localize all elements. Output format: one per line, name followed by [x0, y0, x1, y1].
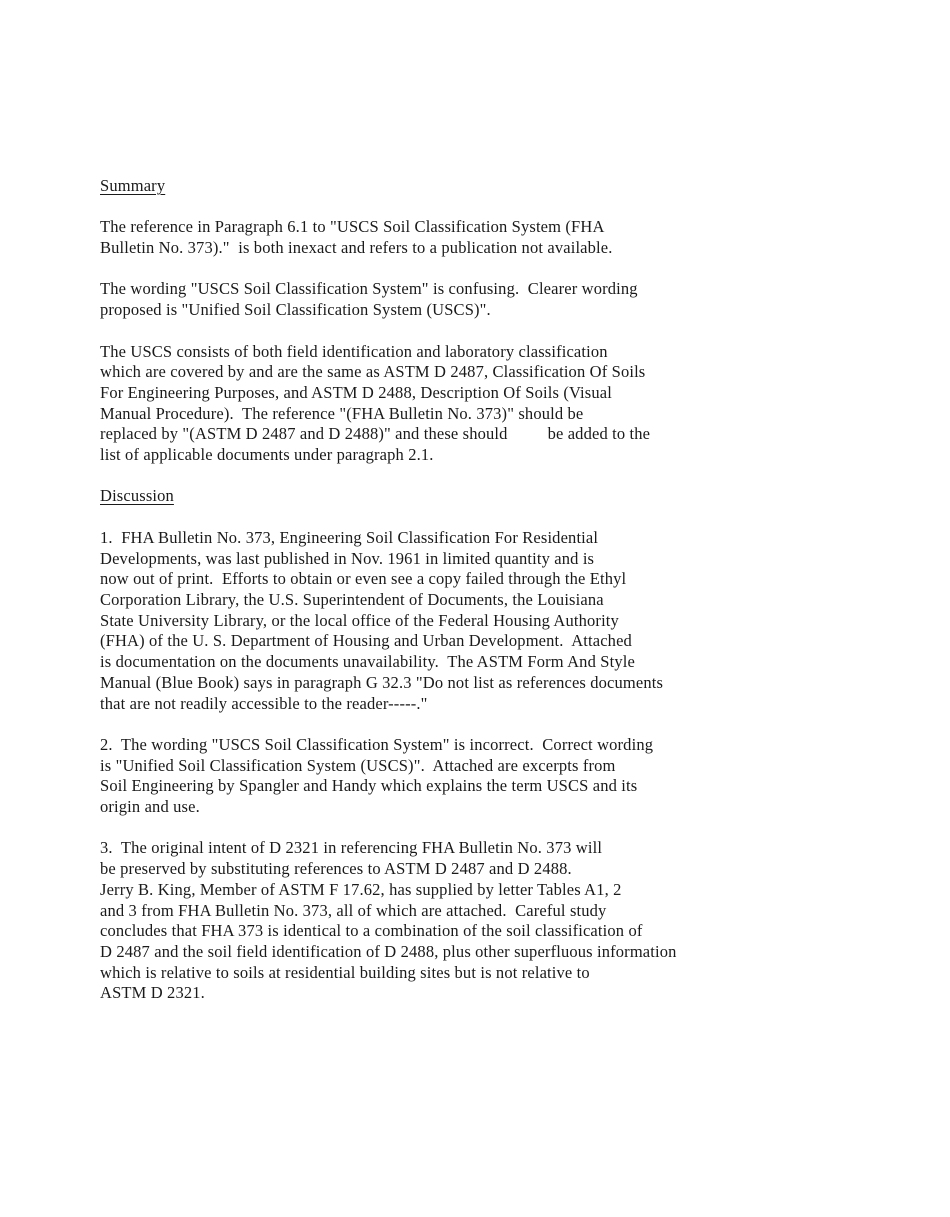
- discussion-item-3: [100, 838, 880, 1004]
- text-line: be preserved by substituting references to ASTM D 2487 and D 2488.: [100, 859, 572, 879]
- text-line: Manual Procedure). The reference "(FHA Bulletin No. 373)" should be: [100, 403, 584, 423]
- text-line: The USCS consists of both field identification and laboratory classification: [100, 341, 608, 361]
- text-line: which are covered by and are the same as ASTM D 2487, Classification Of Soils: [100, 362, 646, 382]
- text-line: 3. The original intent of D 2321 in referencing FHA Bulletin No. 373 will: [100, 838, 603, 858]
- summary-heading: Summary: [100, 176, 166, 195]
- discussion-heading-block: [100, 486, 880, 507]
- text-line: For Engineering Purposes, and ASTM D 2488, Description Of Soils (Visual: [100, 382, 612, 402]
- text-line: Bulletin No. 373)." is both inexact and refers to a publication not available.: [100, 238, 613, 258]
- text-line: proposed is "Unified Soil Classification System (USCS)".: [100, 300, 491, 320]
- summary-paragraph-1: [100, 217, 880, 258]
- text-segment: replaced by "(ASTM D 2487 and D 2488)" and these should: [100, 424, 508, 444]
- text-line: that are not readily accessible to the reader-----.": [100, 693, 428, 713]
- text-segment: be added to the: [547, 424, 651, 444]
- text-line: list of applicable documents under paragraph 2.1.: [100, 445, 434, 465]
- text-line: ASTM D 2321.: [100, 983, 205, 1003]
- text-line: Jerry B. King, Member of ASTM F 17.62, has supplied by letter Tables A1, 2: [100, 879, 622, 899]
- text-line: is documentation on the documents unavailability. The ASTM Form And Style: [100, 652, 635, 672]
- text-line: Corporation Library, the U.S. Superintendent of Documents, the Louisiana: [100, 589, 604, 609]
- text-line: Soil Engineering by Spangler and Handy which explains the term USCS and its: [100, 776, 638, 796]
- discussion-item-2: [100, 735, 880, 818]
- text-line: which is relative to soils at residential building sites but is not relative to: [100, 962, 590, 982]
- text-line: 1. FHA Bulletin No. 373, Engineering Soil Classification For Residential: [100, 527, 599, 547]
- text-line-split: [100, 424, 880, 445]
- text-line: origin and use.: [100, 797, 200, 816]
- summary-paragraph-3: [100, 342, 880, 466]
- discussion-heading: Discussion: [100, 486, 174, 506]
- text-line: Manual (Blue Book) says in paragraph G 32.3 "Do not list as references documents: [100, 672, 664, 692]
- text-line: concludes that FHA 373 is identical to a combination of the soil classification of: [100, 921, 643, 941]
- text-line: and 3 from FHA Bulletin No. 373, all of which are attached. Careful study: [100, 900, 607, 920]
- text-line: now out of print. Efforts to obtain or even see a copy failed through the Ethyl: [100, 569, 627, 589]
- text-line: 2. The wording "USCS Soil Classification System" is incorrect. Correct wording: [100, 734, 654, 754]
- text-line: is "Unified Soil Classification System (USCS)". Attached are excerpts from: [100, 755, 616, 775]
- document-body: [100, 176, 880, 1025]
- text-line: The wording "USCS Soil Classification System" is confusing. Clearer wording: [100, 279, 638, 299]
- text-line: State University Library, or the local office of the Federal Housing Authority: [100, 610, 619, 630]
- summary-heading-block: [100, 176, 880, 197]
- text-line: Developments, was last published in Nov. 1961 in limited quantity and is: [100, 548, 595, 568]
- text-line: (FHA) of the U. S. Department of Housing and Urban Development. Attached: [100, 631, 632, 651]
- summary-paragraph-2: [100, 279, 880, 320]
- text-line: The reference in Paragraph 6.1 to "USCS Soil Classification System (FHA: [100, 217, 605, 237]
- discussion-item-1: [100, 528, 880, 714]
- text-line: D 2487 and the soil field identification of D 2488, plus other superfluous information: [100, 941, 677, 961]
